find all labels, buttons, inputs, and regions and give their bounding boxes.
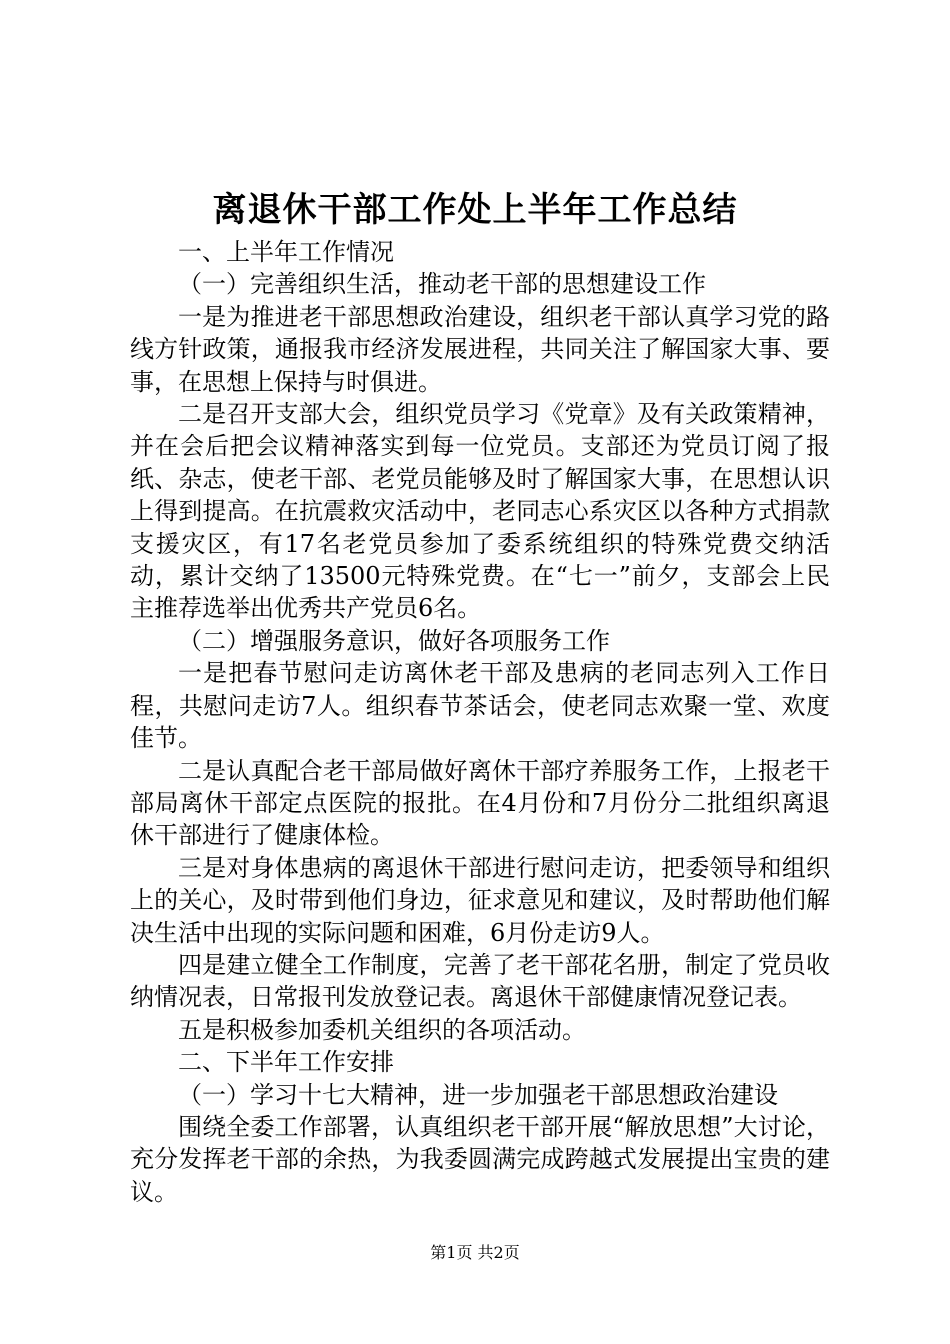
body-paragraph: 一是为推进老干部思想政治建设，组织老干部认真学习党的路线方针政策，通报我市经济发展进程，共同关注了解国家大事、要事，在思想上保持与时俱进。 [130,302,830,396]
section-heading: 一、上半年工作情况 [178,238,394,266]
page-number-footer: 第1页 共2页 [430,1243,520,1262]
body-paragraph: 二是召开支部大会，组织党员学习《党章》及有关政策精神，并在会后把会议精神落实到每一位党员。支部还为党员订阅了报纸、杂志，使老干部、老党员能够及时了解国家大事，在思想认识上得到提高。在抗震救灾活动中，老同志心系灾区以各种方式捐款支援灾区，有17名老党员参加了委系统组织的特殊党费交纳活动，累计交纳了13500元特殊党费。在“七一”前夕，支部会上民主推荐选举出优秀共产党员6名。 [130,400,830,623]
body-paragraph: 围绕全委工作部署，认真组织老干部开展“解放思想”大讨论，充分发挥老干部的余热，为我委圆满完成跨越式发展提出宝贵的建议。 [130,1112,830,1206]
body-paragraph: 一是把春节慰问走访离休老干部及患病的老同志列入工作日程，共慰问走访7人。组织春节茶话会，使老同志欢聚一堂、欢度佳节。 [130,659,830,753]
body-paragraph: 四是建立健全工作制度，完善了老干部花名册，制定了党员收纳情况表，日常报刊发放登记表。离退休干部健康情况登记表。 [130,950,830,1012]
body-paragraph: 二是认真配合老干部局做好离休干部疗养服务工作，上报老干部局离休干部定点医院的报批。在4月份和7月份分二批组织离退休干部进行了健康体检。 [130,756,830,850]
subsection-heading: （一）学习十七大精神，进一步加强老干部思想政治建设 [178,1080,778,1109]
body-paragraph: 三是对身体患病的离退休干部进行慰问走访，把委领导和组织上的关心，及时带到他们身边，征求意见和建议，及时帮助他们解决生活中出现的实际问题和困难，6月份走访9人。 [130,853,830,947]
document-title: 离退休干部工作处上半年工作总结 [212,190,738,230]
body-paragraph: 五是积极参加委机关组织的各项活动。 [178,1015,586,1044]
subsection-heading: （二）增强服务意识，做好各项服务工作 [178,626,610,655]
subsection-heading: （一）完善组织生活，推动老干部的思想建设工作 [178,270,706,299]
section-heading: 二、下半年工作安排 [178,1048,394,1077]
document-body [130,236,830,1208]
